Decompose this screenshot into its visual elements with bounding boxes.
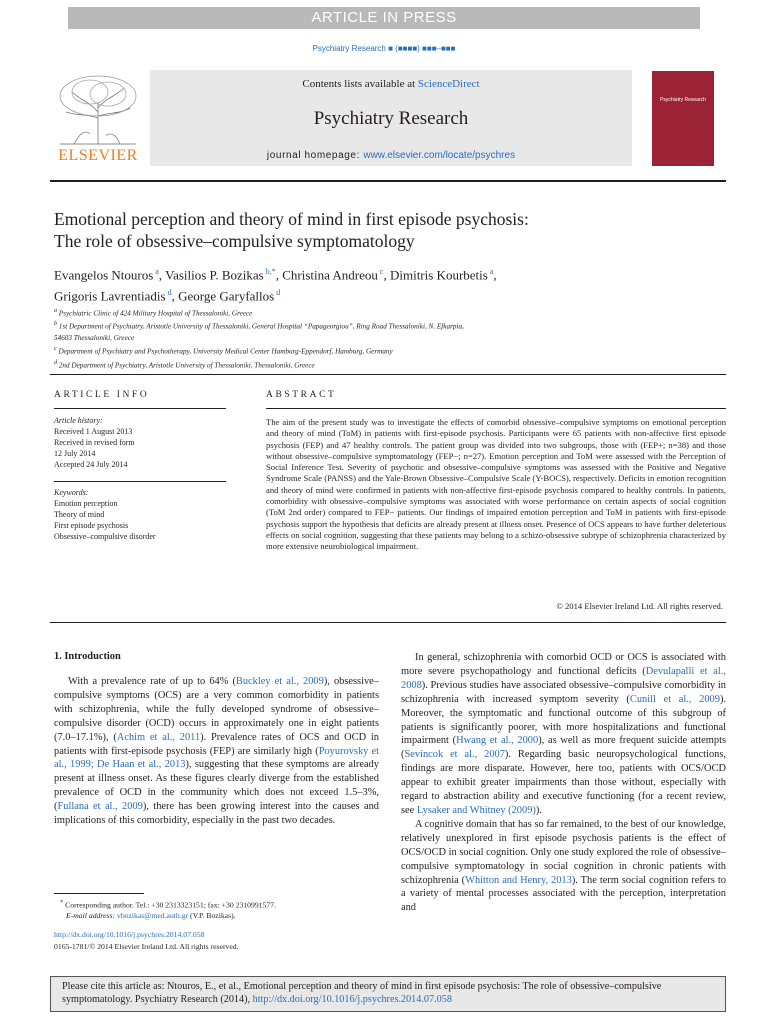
homepage-label: journal homepage: (266, 150, 364, 161)
article-info-heading: ARTICLE INFO (54, 390, 150, 400)
affiliation-text: 2nd Department of Psychiatry, Aristotle University of Thessaloniki, Thessaloniki, Greece (58, 360, 315, 369)
paragraph (401, 651, 726, 818)
body-column-left (54, 675, 379, 828)
author-affiliation-marker[interactable]: b,* (263, 267, 276, 276)
contents-prefix: Contents lists available at (302, 78, 418, 90)
issn-line: 0165-1781/© 2014 Elsevier Ireland Ltd. All rights reserved. (54, 941, 239, 951)
abstract-heading: ABSTRACT (266, 390, 337, 400)
abstract-rule (266, 408, 726, 409)
citation-link[interactable]: Achim et al., 2011 (116, 731, 201, 743)
keywords-label: Keywords: (54, 488, 89, 497)
author-name: Evangelos Ntouros (54, 267, 154, 283)
author-name: Dimitris Kourbetis (389, 267, 488, 283)
article-history (54, 416, 226, 471)
contents-line (150, 78, 632, 90)
journal-cover-image (652, 71, 714, 166)
footnote-rule (54, 893, 144, 894)
paragraph-text: ). The term social cognition refers to a variety of mental processes associated with the perception, interpretation and (401, 874, 726, 914)
history-label: Article history: (54, 416, 103, 425)
author-affiliation-marker[interactable]: d (274, 288, 281, 298)
paragraph-text: ), obsessive–compulsive symptoms (OCS) are a very common comorbidity in patients with schizophrenia, while the fully developed syndrome of obsessive–compulsive disorder (OCD) occurs in approximately one in eight patients (7.0–17.1%), ( (54, 676, 379, 743)
affiliation-list (54, 306, 714, 371)
citation-box (50, 976, 726, 1012)
history-line: Received 1 August 2013 (54, 426, 133, 436)
publisher-name: ELSEVIER (58, 147, 138, 164)
citation-link[interactable]: Poyurovsky et al., 1999; De Haan et al., 2013 (54, 745, 379, 771)
corresponding-text: Corresponding author. Tel.: +30 2313323151; fax: +30 2310991577. (63, 900, 276, 910)
cover-title: Psychiatry Research (660, 97, 706, 103)
header-divider (50, 180, 726, 182)
paragraph-text: In general, schizophrenia with comorbid OCD or OCS is associated with more severe psychopathology and functional deficits ( (401, 652, 726, 677)
paragraph-text: A cognitive domain that has so far remained, to the best of our knowledge, relatively unexplored in first episode psychosis patients is the effect of OCS/OCD in social cognition. Only one study explored the role of obsessive–compulsive symptomatology in social cognition in chronic patients with schizophrenia ( (401, 818, 726, 886)
title-line-2: The role of obsessive–compulsive symptomatology (54, 231, 415, 251)
abstract-copyright: © 2014 Elsevier Ireland Ltd. All rights reserved. (556, 601, 723, 611)
keyword: Obsessive–compulsive disorder (54, 531, 156, 541)
author-name: Christina Andreou (282, 267, 378, 283)
affiliation-line (54, 358, 714, 371)
history-line: Accepted 24 July 2014 (54, 459, 128, 469)
paragraph-text: ). Regarding basic neuropsychological functions, findings are more disparate. However, here too, patients with OCS/OCD appear to exhibit greater impairments than those without, especially with regard to abstraction ability and executive functioning (for a recent review, see (401, 749, 726, 816)
journal-reference[interactable]: Psychiatry Research ■ (■■■■) ■■■–■■■ (312, 44, 456, 53)
article-title (54, 208, 714, 252)
sciencedirect-link[interactable]: ScienceDirect (417, 78, 480, 90)
history-line: 12 July 2014 (54, 448, 96, 458)
paragraph-text: ). Previous studies have associated obsessive–compulsive comorbidity in schizophrenia with increased symptom severity ( (401, 679, 726, 705)
affiliation-text: Psychiatric Clinic of 424 Military Hospital of Thessaloniki, Greece (58, 309, 253, 318)
affiliation-marker: c (54, 346, 57, 353)
footnote-marker: * (60, 899, 64, 906)
citation-doi-link[interactable]: http://dx.doi.org/10.1016/j.psychres.2014.07.058 (252, 994, 452, 1005)
author-affiliation-marker[interactable]: d (165, 288, 172, 298)
paragraph-text: ), as well as more frequent suicide attempts ( (401, 735, 726, 761)
citation-text: Please cite this article as: Ntouros, E., et al., Emotional perception and theory of mind in first episode psychosis: The role of obsessive–compulsive symptomatology. Psychiatry Research (2014), (62, 981, 662, 1005)
introduction-heading: 1. Introduction (54, 651, 121, 662)
paragraph-text: ). (535, 804, 542, 816)
section-divider (50, 374, 726, 375)
citation-link[interactable]: Fullana et al., 2009 (57, 801, 143, 813)
affiliation-line (54, 306, 714, 319)
citation-link[interactable]: Devulapalli et al., 2008 (401, 665, 726, 691)
homepage-link[interactable]: www.elsevier.com/locate/psychres (363, 150, 516, 161)
affiliation-text: 54603 Thessaloniki, Greece (54, 333, 135, 342)
affiliation-marker: d (54, 359, 57, 366)
email-suffix: (V.P. Bozikas). (188, 911, 236, 921)
tree-icon (50, 72, 146, 146)
keyword: Emotion perception (54, 498, 118, 508)
paragraph-text: With a prevalence rate of up to 64% ( (68, 676, 236, 687)
author-affiliation-marker[interactable]: a (153, 267, 159, 276)
author-affiliation-marker[interactable]: c (377, 267, 384, 276)
paragraph-text: ), there has been growing interest into the causes and implications of this comorbidity, especially in the past two decades. (54, 801, 379, 827)
keyword: First episode psychosis (54, 520, 129, 530)
history-line: Received in revised form (54, 437, 135, 447)
author-name: Grigoris Lavrentiadis (54, 288, 166, 304)
author-name: Vasilios P. Bozikas (165, 267, 264, 283)
affiliation-marker: a (54, 308, 57, 314)
citation-link[interactable]: Buckley et al., 2009 (235, 676, 324, 687)
affiliation-marker: b (54, 321, 57, 328)
citation-link[interactable]: Whitton and Henry, 2013 (465, 874, 572, 886)
journal-header (150, 70, 632, 166)
keywords-block (54, 488, 226, 543)
affiliation-text: 1st Department of Psychiatry, Aristotle University of Thessaloniki, General Hospital “Papageorgiou”, Ring Road Thessaloniki, N. Efkarpia, (58, 322, 464, 331)
elsevier-logo (50, 72, 146, 166)
keyword: Theory of mind (54, 509, 105, 519)
abstract-text: The aim of the present study was to investigate the effects of comorbid obsessive–compulsive symptoms on emotional perception and theory of mind (ToM) in patients with first-episode psychosis. Participants were 65 patients with non-affective first episode psychosis (FEP) and 47 healthy controls. The patient group was divided into two subgroups, those with (FEP+; n=38) and those without obsessive–compulsive symptomatology (FEP−; n=27). Emotion perception and ToM were assessed with the Perception of Social Inference Test. Severity of psychotic and obsessive–compulsive symptoms was assessed with the Positive and Negative Syndrome Scale (PANSS) and the Yale-Brown Obsessive–Compulsive Scale (Y-BOCS), respectively. Deficits in emotion recognition and theory of mind were confirmed in patients with non-affective first-episode psychosis compared to healthy controls. In patients, comorbidity with obsessive–compulsive symptoms was associated with worse performance on certain aspects of social cognition (ToM 2nd order) compared to FEP− patients. Our findings of impaired emotion perception and ToM in patients with first-episode psychosis support the hypothesis that deficits are already present at illness onset. Presence of OCS appears to have further deleterious effects on social cognition, suggesting that these patients may belong to a schizo-obsessive subtype of schizophrenia characterized by more extensive neurobiological impairment. (266, 417, 726, 552)
paragraph (54, 675, 379, 828)
affiliation-line (54, 319, 714, 332)
title-line-1: Emotional perception and theory of mind in first episode psychosis: (54, 209, 529, 229)
article-in-press-banner: ARTICLE IN PRESS (68, 7, 700, 29)
paragraph-text: ). Moreover, the symptomatic and functional outcome of this subgroup of patients is significantly poorer, with more hospitalizations and functional impairment ( (401, 693, 726, 747)
affiliation-line (54, 344, 714, 357)
affiliation-text: Department of Psychiatry and Psychotherapy, University Medical Center Hamburg-Eppendorf, Hamburg, Germany (58, 347, 393, 356)
doi-block (54, 929, 379, 952)
abstract-end-rule (50, 622, 726, 623)
citation-link[interactable]: Cunill et al., 2009 (629, 693, 720, 705)
affiliation-line (54, 333, 714, 344)
doi-link[interactable]: http://dx.doi.org/10.1016/j.psychres.2014.07.058 (54, 930, 205, 939)
paragraph-text: ). Prevalence rates of OCS and OCD in patients with first-episode psychosis (FEP) are similarly high ( (54, 731, 380, 757)
body-column-right (401, 651, 726, 915)
article-info-rule (54, 408, 226, 409)
homepage-line (150, 150, 632, 161)
author-affiliation-marker[interactable]: a (487, 267, 494, 276)
journal-title: Psychiatry Research (313, 108, 469, 129)
citation-link[interactable]: Hwang et al., 2000 (456, 735, 539, 747)
paragraph-text: ), suggesting that these symptoms are already present at illness onset. As these figures clearly diverge from the established prevalence of OCD in the community which does not exceed 1.5–3%, ( (54, 759, 379, 813)
email-label: E-mail address: (66, 911, 117, 921)
author-list: Evangelos Ntouros $^a$, Vasilios P. Bozikas $^{b,*}$, Christina Andreou $^c$, Dimitris Kourbetis $^a$, Grigoris Lavrentiadis $^d$, George Garyfallos $^d$ (54, 267, 497, 304)
corresponding-author-footnote (60, 898, 380, 922)
email-link[interactable]: vbozikas@med.auth.gr (116, 911, 189, 921)
author-name: George Garyfallos (178, 288, 275, 304)
keywords-rule (54, 481, 226, 482)
citation-link[interactable]: Sevincok et al., 2007 (404, 749, 505, 761)
citation-link[interactable]: Lysaker and Whitney (2009) (416, 804, 536, 816)
paragraph (401, 818, 726, 915)
